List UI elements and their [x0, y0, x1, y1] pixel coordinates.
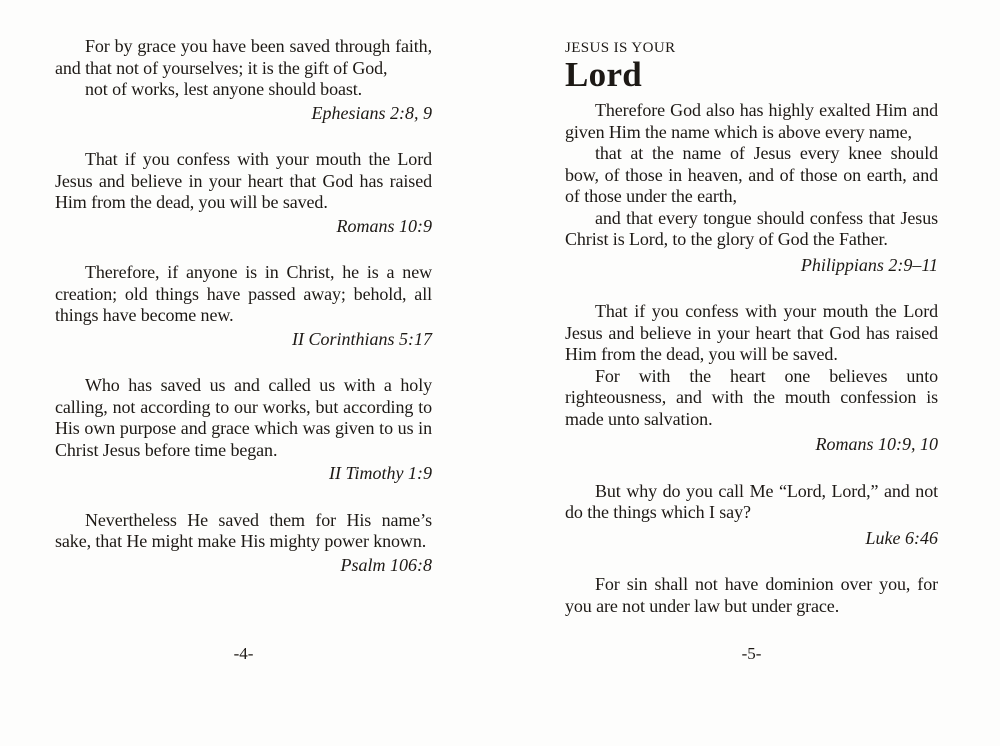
verse-block	[565, 481, 938, 550]
page-5-number: -5-	[741, 644, 762, 663]
verse-reference: II Timothy 1:9	[329, 463, 432, 483]
verse-text: But why do you call Me “Lord, Lord,” and not do the things which I say?	[565, 480, 938, 522]
verse-text: not of works, lest anyone should boast.	[85, 79, 363, 99]
verse-reference: Ephesians 2:8, 9	[311, 102, 432, 123]
verse-block	[55, 262, 432, 350]
page-4-number: -4-	[233, 644, 254, 663]
page-4-verse-list	[55, 36, 432, 576]
verse-block	[565, 574, 938, 617]
verse-text: For by grace you have been saved through faith, and that not of yourselves; it is the gift of God,	[55, 36, 432, 78]
verse-reference: Luke 6:46	[865, 527, 938, 548]
verse-text: For sin shall not have dominion over you, for you are not under law but under grace.	[565, 574, 938, 616]
page-4	[55, 36, 432, 736]
page-5-verse-list	[565, 100, 938, 617]
verse-reference: Romans 10:9, 10	[815, 434, 938, 454]
verse-text: That if you confess with your mouth the Lord Jesus and believe in your heart that God has raised Him from the dead, you will be saved.	[565, 301, 938, 364]
verse-block	[55, 36, 432, 124]
verse-reference: Philippians 2:9–11	[800, 254, 938, 275]
page-5	[565, 36, 938, 736]
verse-text: That if you confess with your mouth the Lord Jesus and believe in your heart that God has raised Him from the dead, you will be saved.	[55, 149, 432, 212]
verse-text: and that every tongue should confess that Jesus Christ is Lord, to the glory of God the Father.	[565, 207, 938, 249]
verse-reference: II Corinthians 5:17	[291, 328, 432, 349]
verse-block	[565, 301, 938, 456]
chapter-kicker: JESUS IS YOUR	[565, 40, 676, 56]
verse-text: Nevertheless He saved them for His name’s sake, that He might make His mighty power known.	[55, 509, 432, 551]
verse-reference: Romans 10:9	[336, 215, 432, 236]
verse-text: For with the heart one believes unto righteousness, and with the mouth confession is made unto salvation.	[565, 365, 938, 429]
verse-text: Therefore God also has highly exalted Him and given Him the name which is above every name,	[565, 100, 938, 142]
chapter-header	[565, 40, 938, 92]
verse-reference: Psalm 106:8	[340, 554, 432, 575]
verse-text: Who has saved us and called us with a holy calling, not according to our works, but according to His own purpose and grace which was given to us in Christ Jesus before time began.	[55, 375, 432, 460]
verse-text: that at the name of Jesus every knee should bow, of those in heaven, and of those on earth, and of those under the earth,	[565, 143, 938, 206]
verse-block	[55, 149, 432, 237]
verse-block	[565, 100, 938, 276]
verse-text: Therefore, if anyone is in Christ, he is a new creation; old things have passed away; behold, all things have become new.	[55, 262, 432, 325]
verse-block	[55, 375, 432, 485]
chapter-title: Lord	[565, 55, 643, 94]
verse-block	[55, 510, 432, 577]
